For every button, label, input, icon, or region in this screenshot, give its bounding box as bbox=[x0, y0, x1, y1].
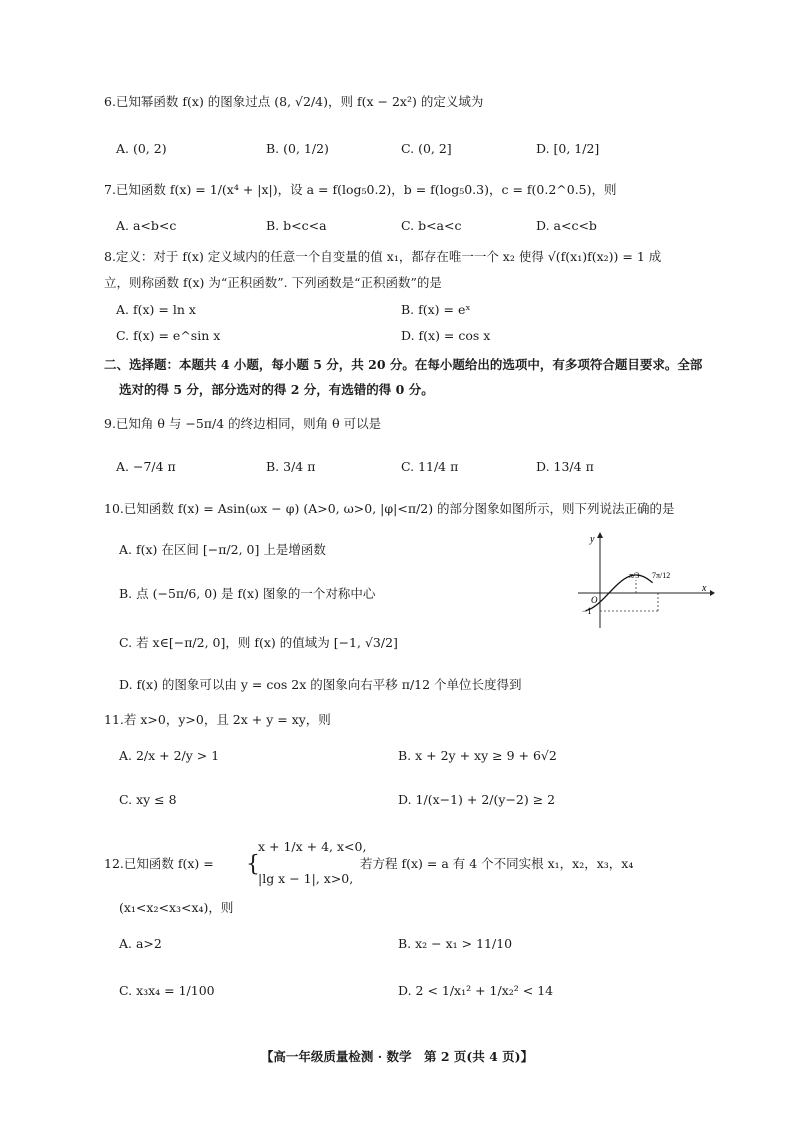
q10-option-a: A. f(x) 在区间 [−π/2, 0] 上是增函数 bbox=[119, 542, 326, 557]
q6-option-d: D. [0, 1/2] bbox=[536, 141, 600, 156]
q9-option-d: D. 13/4 π bbox=[536, 459, 594, 474]
y-axis-arrow bbox=[597, 532, 603, 538]
q11-option-a: A. 2/x + 2/y > 1 bbox=[119, 748, 220, 763]
section2-line2: 选对的得 5 分，部分选对的得 2 分，有选错的得 0 分。 bbox=[119, 382, 434, 397]
q11-stem: 11.若 x>0，y>0，且 2x + y = xy，则 bbox=[104, 712, 331, 727]
q7-option-a: A. a<b<c bbox=[116, 218, 177, 233]
q7-stem: 7.已知函数 f(x) = 1/(x⁴ + |x|)，设 a = f(log₅0.2)，b = f(log₅0.3)，c = f(0.2^0.5)，则 bbox=[104, 182, 617, 197]
tick2-label: 7π/12 bbox=[652, 571, 671, 580]
q6-option-b: B. (0, 1/2) bbox=[266, 141, 329, 156]
q12-option-c: C. x₃x₄ = 1/100 bbox=[119, 983, 215, 998]
q7-option-d: D. a<c<b bbox=[536, 218, 597, 233]
q8-option-c: C. f(x) = e^sin x bbox=[116, 328, 221, 343]
q7-option-c: C. b<a<c bbox=[401, 218, 462, 233]
q11-option-b: B. x + 2y + xy ≥ 9 + 6√2 bbox=[398, 748, 557, 763]
q12-option-d: D. 2 < 1/x₁² + 1/x₂² < 14 bbox=[398, 983, 554, 998]
q10-option-b: B. 点 (−5π/6, 0) 是 f(x) 图象的一个对称中心 bbox=[119, 586, 376, 601]
q8-option-b: B. f(x) = eˣ bbox=[401, 302, 471, 317]
q10-option-c: C. 若 x∈[−π/2, 0]，则 f(x) 的值域为 [−1, √3/2] bbox=[119, 635, 398, 650]
q8-option-d: D. f(x) = cos x bbox=[401, 328, 491, 343]
x-axis-arrow bbox=[710, 590, 715, 596]
q9-stem: 9.已知角 θ 与 −5π/4 的终边相同，则角 θ 可以是 bbox=[104, 416, 382, 431]
q8-stem-line2: 立，则称函数 f(x) 为“正积函数”. 下列函数是“正积函数”的是 bbox=[104, 275, 442, 290]
q10-function-graph bbox=[576, 530, 716, 630]
q12-brace: { bbox=[246, 852, 260, 877]
x-axis-label: x bbox=[702, 583, 707, 594]
q7-option-b: B. b<c<a bbox=[266, 218, 327, 233]
q11-option-c: C. xy ≤ 8 bbox=[119, 792, 177, 807]
q6-option-a: A. (0, 2) bbox=[116, 141, 167, 156]
q8-stem-line1: 8.定义：对于 f(x) 定义域内的任意一个自变量的值 x₁，都存在唯一一个 x₂ 使得 √(f(x₁)f(x₂)) = 1 成 bbox=[104, 249, 662, 264]
q9-option-b: B. 3/4 π bbox=[266, 459, 316, 474]
page-footer: 【高一年级质量检测 · 数学 第 2 页(共 4 页)】 bbox=[260, 1049, 534, 1064]
q12-stem-prefix: 12.已知函数 f(x) = bbox=[104, 856, 214, 871]
q12-stem-line2: (x₁<x₂<x₃<x₄)，则 bbox=[119, 900, 234, 915]
q9-option-c: C. 11/4 π bbox=[401, 459, 459, 474]
tick1-label: π/3 bbox=[629, 571, 640, 580]
q8-option-a: A. f(x) = ln x bbox=[116, 302, 196, 317]
q11-option-d: D. 1/(x−1) + 2/(y−2) ≥ 2 bbox=[398, 792, 556, 807]
q12-stem-suffix: 若方程 f(x) = a 有 4 个不同实根 x₁，x₂，x₃，x₄ bbox=[360, 856, 634, 871]
q10-option-d: D. f(x) 的图象可以由 y = cos 2x 的图象向右平移 π/12 个单位长度得到 bbox=[119, 677, 522, 692]
q6-option-c: C. (0, 2] bbox=[401, 141, 452, 156]
q12-case1: x + 1/x + 4, x<0, bbox=[258, 839, 367, 854]
q12-option-a: A. a>2 bbox=[119, 936, 162, 951]
q10-stem: 10.已知函数 f(x) = Asin(ωx − φ) (A>0, ω>0, |φ|<π/2) 的部分图象如图所示，则下列说法正确的是 bbox=[104, 501, 675, 516]
q12-case2: |lg x − 1|, x>0, bbox=[258, 871, 354, 886]
q12-option-b: B. x₂ − x₁ > 11/10 bbox=[398, 936, 513, 951]
q9-option-a: A. −7/4 π bbox=[116, 459, 176, 474]
section2-line1: 二、选择题：本题共 4 小题，每小题 5 分，共 20 分。在每小题给出的选项中，有多项符合题目要求。全部 bbox=[104, 357, 703, 372]
q6-stem: 6.已知幂函数 f(x) 的图象过点 (8, √2/4)，则 f(x − 2x²) 的定义域为 bbox=[104, 94, 484, 109]
origin-label: O bbox=[591, 595, 598, 605]
ymin-label: −1 bbox=[582, 606, 592, 616]
y-axis-label: y bbox=[590, 534, 595, 545]
